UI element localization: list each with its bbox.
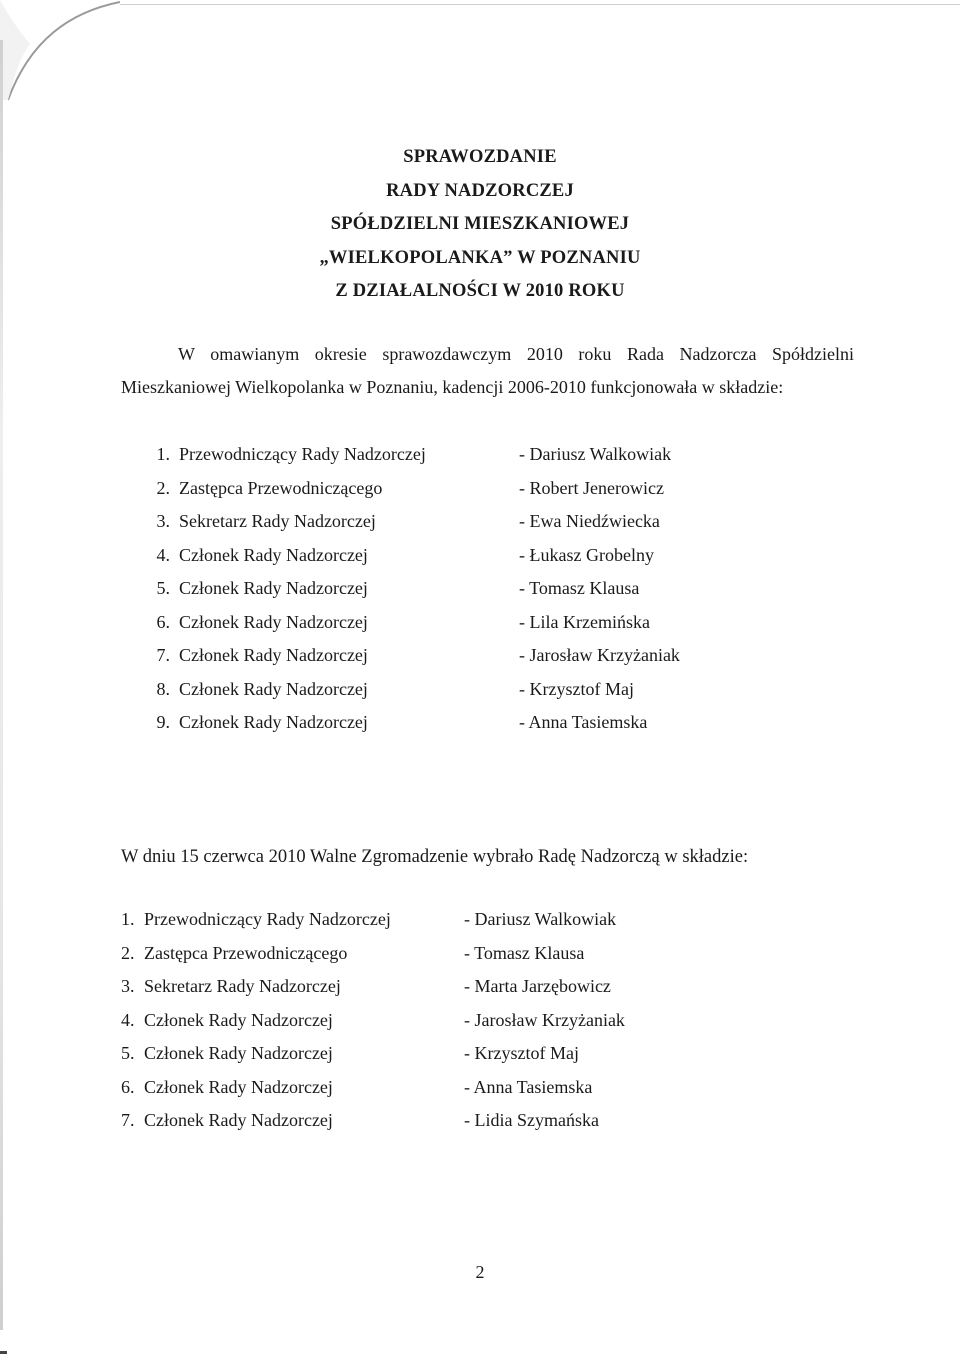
list-item [148, 572, 768, 606]
item-person: - Tomasz Klausa [464, 942, 585, 963]
item-number: 5. [121, 1043, 135, 1063]
item-person: - Jarosław Krzyżaniak [464, 1009, 625, 1030]
item-role: Zastępca Przewodniczącego [179, 477, 383, 498]
title-line: SPÓŁDZIELNI MIESZKANIOWEJ [330, 214, 630, 234]
list-item [148, 673, 768, 707]
item-number: 2. [121, 942, 135, 963]
item-person: - Krzysztof Maj [464, 1043, 579, 1063]
item-number: 3. [121, 976, 135, 996]
item-role: Członek Rady Nadzorczej [179, 678, 368, 699]
scan-fold-mark [0, 0, 120, 110]
item-person: - Lidia Szymańska [464, 1110, 599, 1130]
item-person: - Łukasz Grobelny [519, 544, 654, 565]
intro-paragraph [121, 338, 854, 404]
item-number: 8. [156, 678, 170, 699]
list-item [121, 937, 741, 971]
title-line: „WIELKOPOLANKA” W POZNANIU [319, 247, 641, 268]
title-line: SPRAWOZDANIE [403, 147, 557, 167]
item-person: - Dariusz Walkowiak [519, 444, 672, 464]
item-person: - Krzysztof Maj [519, 678, 634, 699]
item-person: - Dariusz Walkowiak [464, 909, 617, 929]
item-role: Członek Rady Nadzorczej [179, 645, 368, 665]
item-person: - Jarosław Krzyżaniak [519, 645, 680, 665]
item-role: Członek Rady Nadzorczej [144, 1110, 333, 1130]
list-item [148, 505, 768, 539]
item-number: 1. [121, 909, 135, 929]
list-item [121, 970, 741, 1004]
item-person: - Marta Jarzębowicz [464, 976, 611, 996]
election-paragraph: W dniu 15 czerwca 2010 Walne Zgromadzenie wybrało Radę Nadzorczą w składzie: [121, 847, 749, 867]
item-person: - Lila Krzemińska [519, 611, 650, 632]
list-item [121, 903, 741, 937]
item-role: Przewodniczący Rady Nadzorczej [144, 909, 391, 929]
item-role: Członek Rady Nadzorczej [179, 611, 368, 632]
list-item [121, 1037, 741, 1071]
item-number: 2. [156, 477, 170, 498]
list-item [121, 1071, 741, 1105]
item-number: 4. [156, 544, 170, 565]
item-number: 4. [121, 1009, 135, 1030]
item-person: - Tomasz Klausa [519, 578, 640, 598]
list-item [148, 438, 768, 472]
item-person: - Ewa Niedźwiecka [519, 511, 660, 531]
list-item [148, 539, 768, 573]
item-number: 7. [156, 645, 170, 665]
item-role: Sekretarz Rady Nadzorczej [144, 976, 341, 996]
title-line: Z DZIAŁALNOŚCI W 2010 ROKU [335, 281, 625, 301]
document-title [0, 141, 960, 309]
list-item [148, 472, 768, 506]
item-role: Członek Rady Nadzorczej [144, 1076, 333, 1097]
item-role: Przewodniczący Rady Nadzorczej [179, 444, 426, 464]
board-2006-2010-list [148, 438, 768, 740]
title-line: RADY NADZORCZEJ [386, 180, 574, 201]
intro-text: W omawianym okresie sprawozdawczym 2010 roku Rada Nadzorcza Spółdzielni Mieszkaniowej Wielkopolanka w Poznaniu, kadencji 2006-2010 funkcjonowała w składzie: [121, 344, 854, 397]
scan-bottom-mark [0, 1351, 7, 1354]
item-number: 3. [156, 511, 170, 531]
item-role: Członek Rady Nadzorczej [179, 544, 368, 565]
list-item [121, 1104, 741, 1138]
item-role: Członek Rady Nadzorczej [144, 1043, 333, 1063]
item-role: Zastępca Przewodniczącego [144, 942, 348, 963]
item-person: - Anna Tasiemska [464, 1076, 593, 1097]
page-number: 2 [475, 1262, 485, 1282]
item-role: Członek Rady Nadzorczej [179, 578, 368, 598]
list-item [148, 706, 768, 740]
item-person: - Anna Tasiemska [519, 712, 648, 732]
item-number: 7. [121, 1110, 135, 1130]
item-person: - Robert Jenerowicz [519, 477, 664, 498]
list-item [148, 606, 768, 640]
item-role: Członek Rady Nadzorczej [179, 712, 368, 732]
board-new-list [121, 903, 741, 1138]
list-item [121, 1004, 741, 1038]
item-number: 1. [156, 444, 170, 464]
item-number: 6. [121, 1076, 135, 1097]
item-role: Sekretarz Rady Nadzorczej [179, 511, 376, 531]
item-number: 6. [156, 611, 170, 632]
item-role: Członek Rady Nadzorczej [144, 1009, 333, 1030]
list-item [148, 639, 768, 673]
item-number: 5. [156, 578, 170, 598]
scan-top-edge [120, 4, 960, 5]
item-number: 9. [156, 712, 170, 732]
